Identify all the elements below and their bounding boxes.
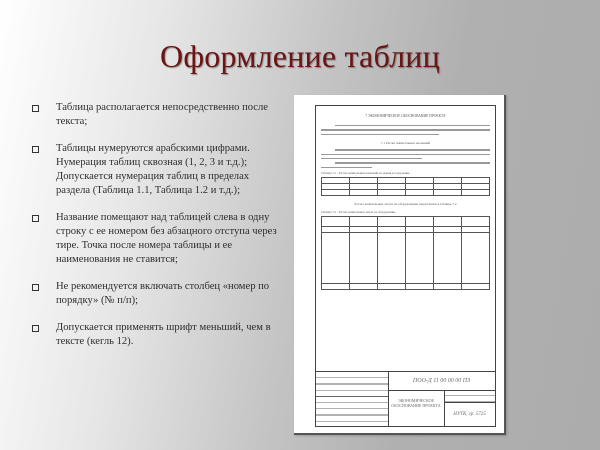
stamp-code: ПОО-Д 11 00 00 00 ПЗ <box>388 372 495 391</box>
stamp-org: НУТК, гр. 5725 <box>444 402 495 426</box>
bullet-text: Допускается применять шрифт меньший, чем в тексте (кегль 12). <box>56 322 271 347</box>
square-bullet-icon <box>32 284 39 291</box>
stamp-title: ЭКОНОМИЧЕСКОЕ ОБОСНОВАНИЕ ПРОЕКТА <box>388 390 445 426</box>
document-heading: 7 ЭКОНОМИЧЕСКОЕ ОБОСНОВАНИЕ ПРОЕКТА <box>365 114 446 118</box>
bullet-item <box>32 101 282 129</box>
bullet-item <box>32 142 282 198</box>
table-caption: Таблица 7.1 – Расчет капитальных вложений на здания и сооружения <box>321 171 410 176</box>
bullet-list <box>32 101 282 362</box>
table-intro: Расчет капитальных затрат на оборудование представлен в таблице 7.2 <box>354 202 457 207</box>
document-table-1 <box>321 177 490 196</box>
bullet-text: Таблицы нумеруются арабскими цифрами. Нумерация таблиц сквозная (1, 2, 3 и т.д.); Допускается нумерация таблиц в пределах раздела (Таблица 1.1, Таблица 1.2 и т.д.); <box>56 143 250 196</box>
document-section-heading: 7.1 Расчет капитальных вложений <box>380 141 431 146</box>
square-bullet-icon <box>32 105 39 112</box>
table-caption: Таблица 7.2 – Расчет капитальных затрат на оборудование <box>321 210 396 215</box>
bullet-item <box>32 211 282 267</box>
document-table-2 <box>321 216 490 290</box>
bullet-text: Название помещают над таблицей слева в одну строку с ее номером без абзацного отступа через тире. Точка после номера таблицы и ее наименования не ставится; <box>56 212 277 265</box>
square-bullet-icon <box>32 146 39 153</box>
document-page-image <box>294 95 506 435</box>
bullet-item <box>32 280 282 308</box>
square-bullet-icon <box>32 325 39 332</box>
title-block <box>316 371 495 426</box>
bullet-text: Таблица располагается непосредственно после текста; <box>56 102 268 127</box>
document-frame <box>315 105 496 427</box>
bullet-item <box>32 321 282 349</box>
bullet-text: Не рекомендуется включать столбец «номер по порядку» (№ п/п); <box>56 281 270 306</box>
slide-title: Оформление таблиц <box>160 38 440 74</box>
square-bullet-icon <box>32 215 39 222</box>
